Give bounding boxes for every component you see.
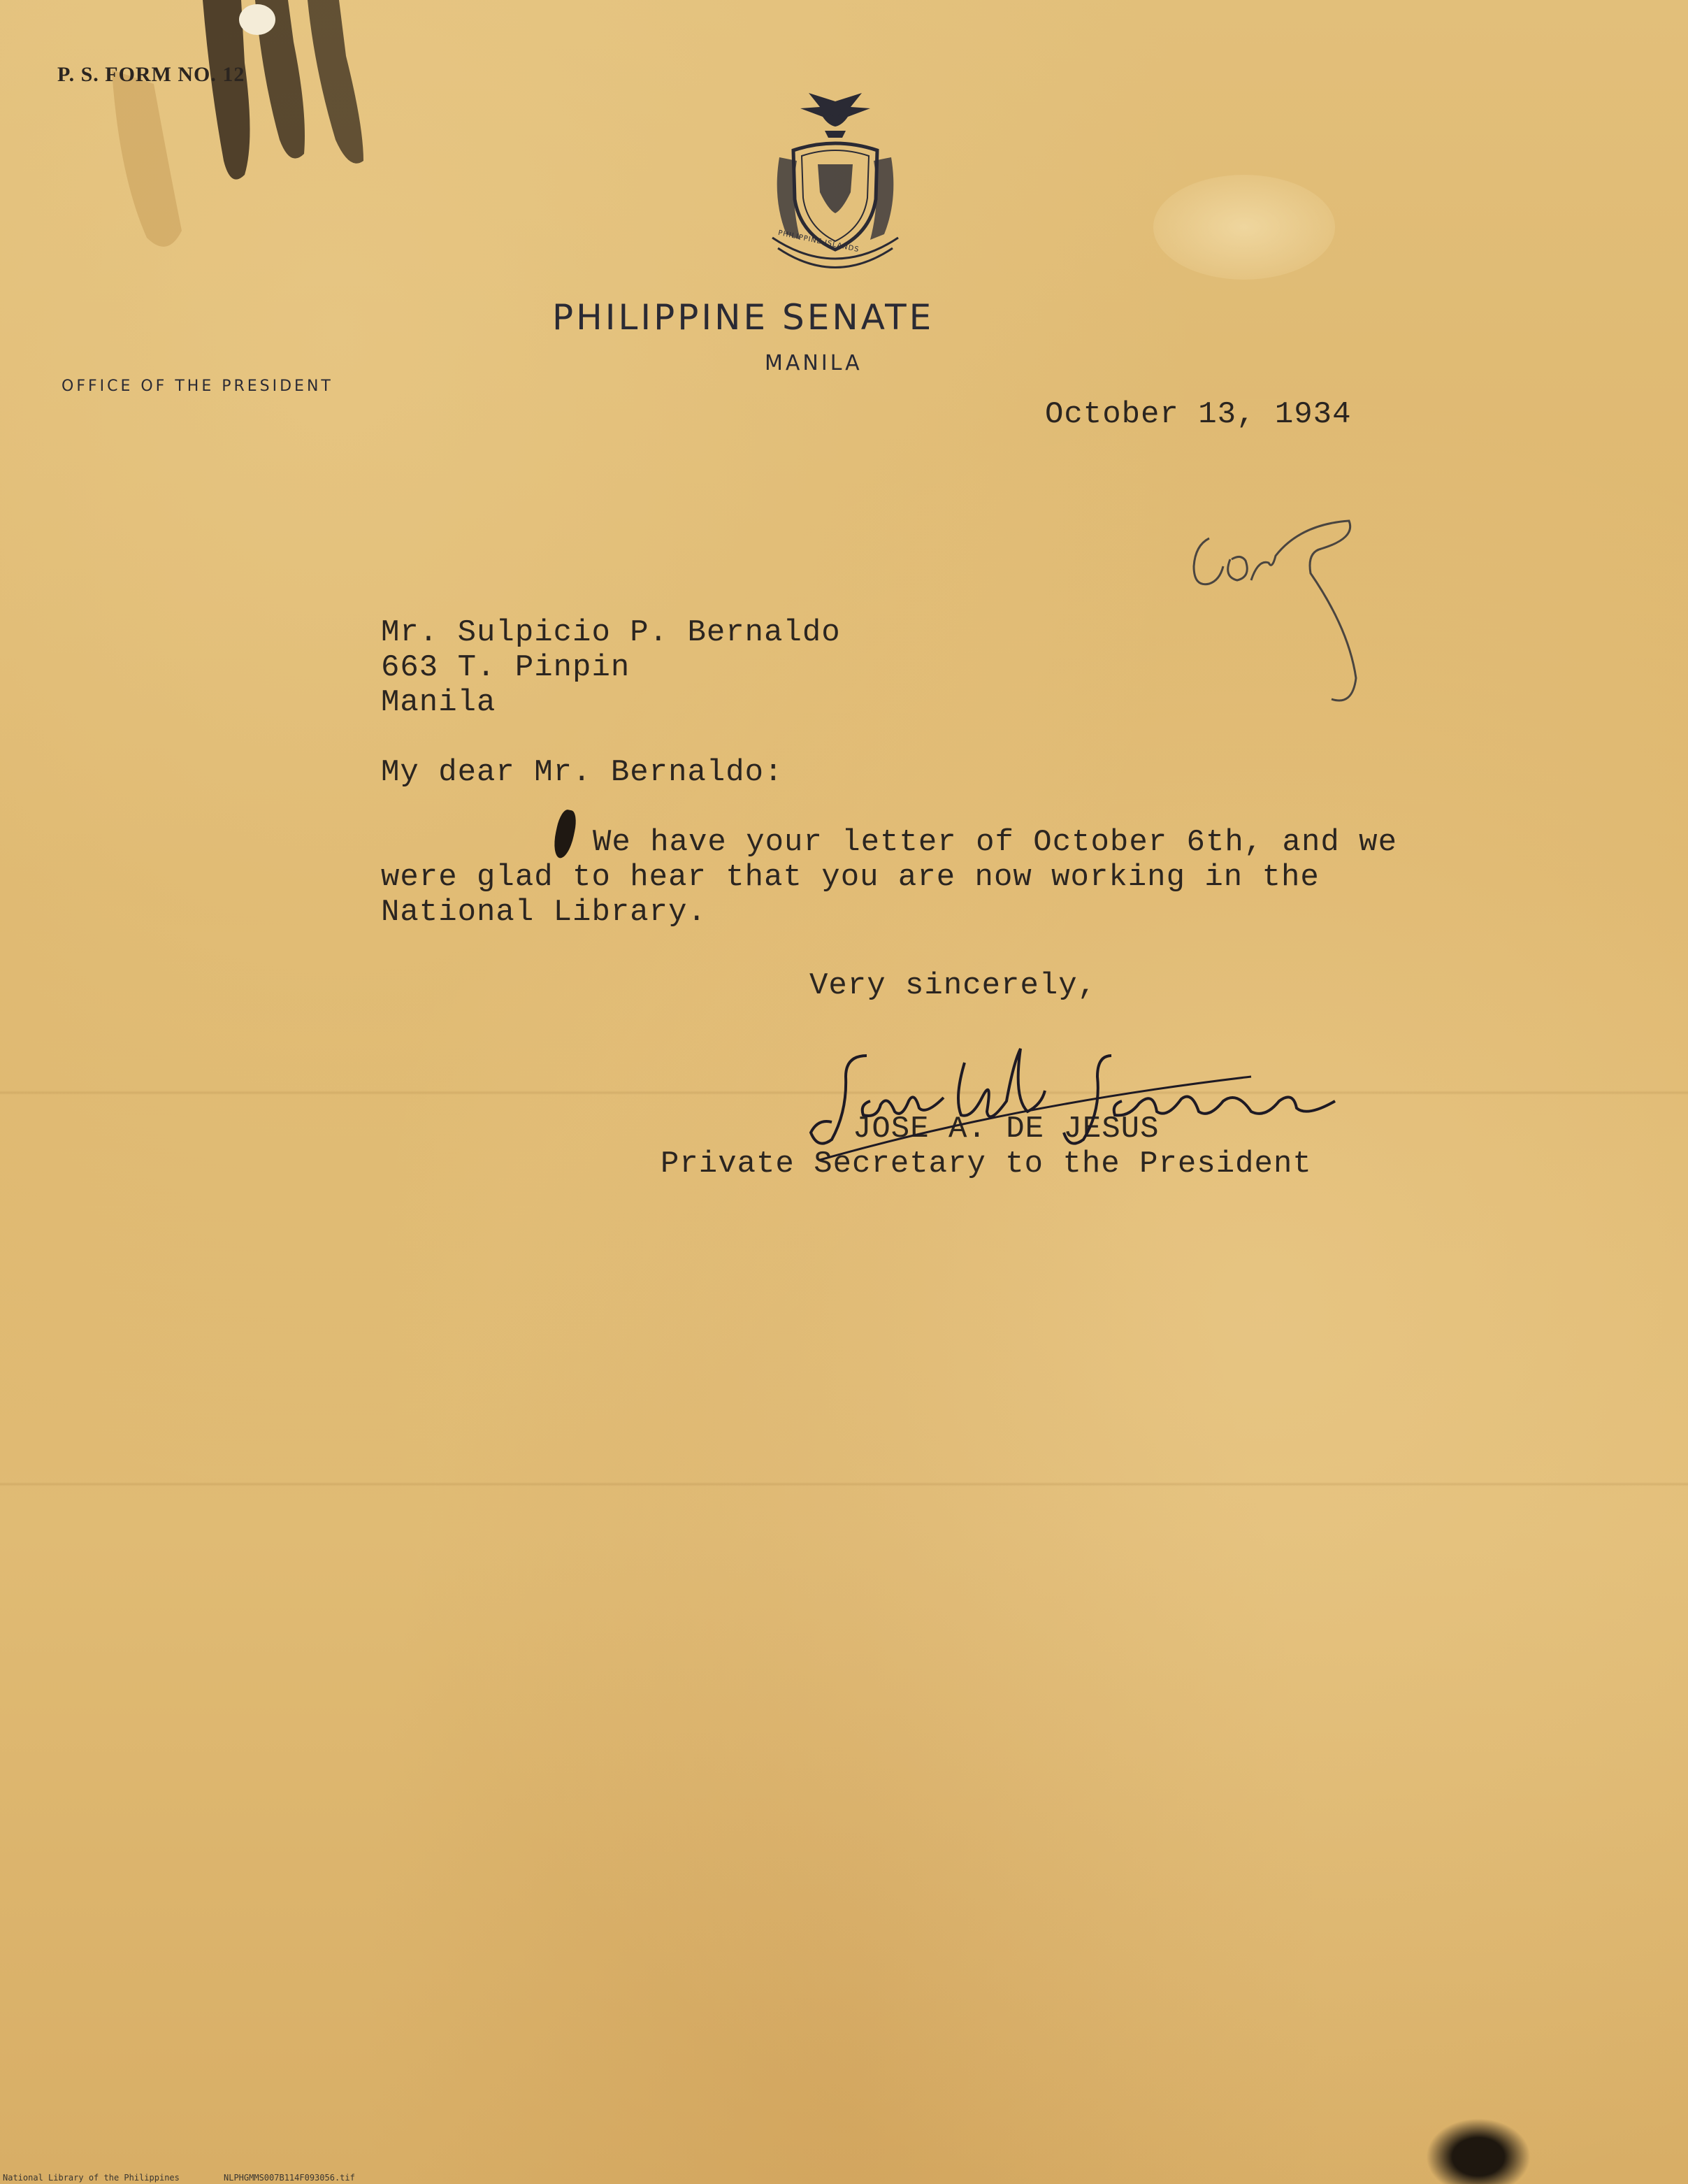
- letterhead-city: MANILA: [765, 351, 863, 375]
- footer-filename: NLPHGMMS007B114F093056.tif: [224, 2173, 355, 2183]
- fingerprint-smudge-icon: [105, 0, 398, 280]
- body-line-3: National Library.: [381, 895, 707, 930]
- footer-archive: National Library of the Philippines: [3, 2173, 180, 2183]
- letter-date: October 13, 1934: [1045, 397, 1352, 432]
- margin-note-handwriting: [1181, 510, 1370, 720]
- ink-blot: [1426, 2118, 1531, 2184]
- ink-mark: [551, 808, 579, 860]
- seal-inscription: PHILIPPINE ISLANDS: [777, 229, 860, 254]
- signatory-title: Private Secretary to the President: [661, 1147, 1312, 1181]
- salutation: My dear Mr. Bernaldo:: [381, 755, 784, 790]
- signatory-name: JOSE A. DE JESUS: [853, 1112, 1160, 1147]
- paper-stain: [1153, 175, 1335, 280]
- margin-note-text: [1188, 531, 1190, 532]
- body-line-1: We have your letter of October 6th, and we: [593, 825, 1397, 860]
- closing: Very sincerely,: [809, 968, 1097, 1003]
- recipient-name: Mr. Sulpicio P. Bernaldo: [381, 615, 841, 650]
- recipient-city: Manila: [381, 685, 496, 720]
- form-number: P. S. FORM NO. 12: [57, 63, 245, 86]
- body-line-2: were glad to hear that you are now working in the: [381, 860, 1320, 895]
- paper-fold: [0, 1482, 1688, 1486]
- letterhead-office: OFFICE OF THE PRESIDENT: [62, 378, 333, 395]
- handwritten-signature: [804, 1035, 1349, 1161]
- recipient-street: 663 T. Pinpin: [381, 650, 630, 685]
- letterhead-title: PHILIPPINE SENATE: [552, 297, 935, 338]
